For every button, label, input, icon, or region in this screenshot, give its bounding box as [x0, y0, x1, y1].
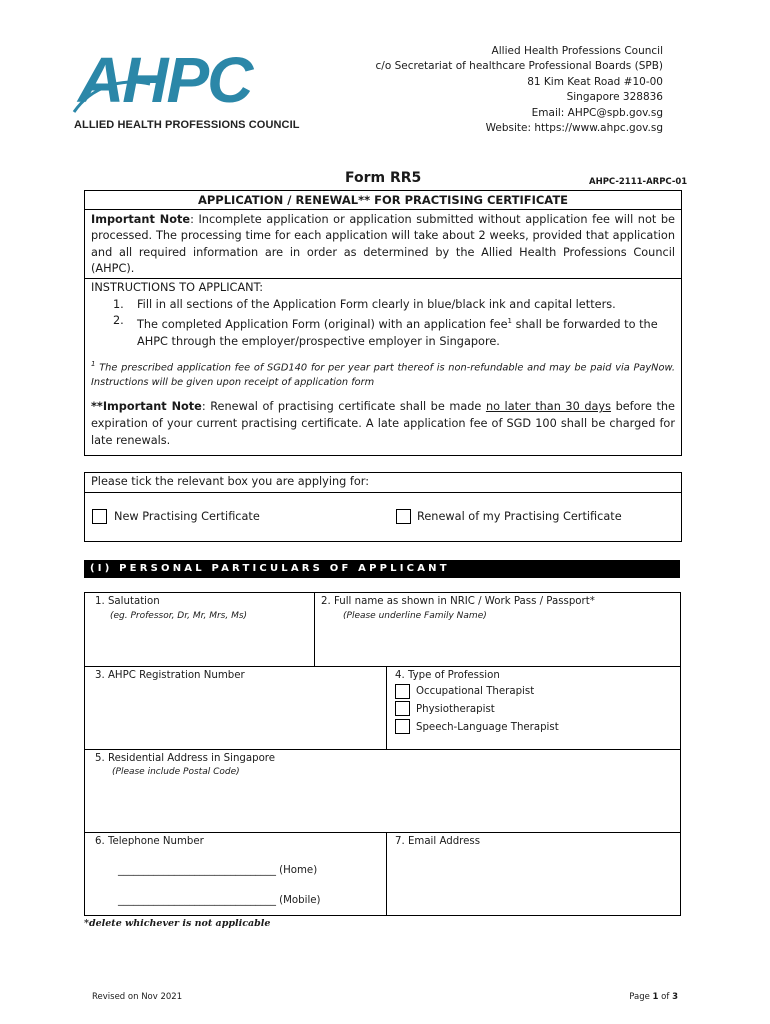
divider — [386, 832, 387, 916]
address-website[interactable]: Website: https://www.ahpc.gov.sg — [485, 122, 663, 135]
full-name-hint: (Please underline Family Name) — [343, 611, 487, 621]
email-label: 7. Email Address — [395, 836, 481, 847]
renewal-certificate-checkbox[interactable] — [396, 509, 411, 524]
salutation-field[interactable] — [86, 625, 312, 665]
important-text: : Incomplete application or application submitted without application fee will not be processed. The processing time for each application will take about 2 weeks, provided that application and all required information are in order as determined by the Allied Health Professions Council (AHPC). — [91, 213, 675, 276]
divider — [85, 749, 680, 750]
logo-subtitle: ALLIED HEALTH PROFESSIONS COUNCIL — [74, 119, 300, 131]
form-code: AHPC-2111-ARPC-01 — [589, 177, 688, 187]
residential-address-hint: (Please include Postal Code) — [112, 767, 240, 777]
divider — [85, 492, 681, 493]
registration-number-label: 3. AHPC Registration Number — [95, 670, 245, 681]
registration-number-field[interactable] — [86, 685, 384, 747]
home-phone-field[interactable]: _______________________________ (Home) — [118, 865, 318, 876]
residential-address-label: 5. Residential Address in Singapore — [95, 753, 276, 764]
important-note — [84, 209, 682, 279]
council-address — [376, 44, 663, 136]
tick-question: Please tick the relevant box you are applying for: — [91, 475, 370, 488]
address-email[interactable]: Email: AHPC@spb.gov.sg — [531, 106, 663, 119]
salutation-hint: (eg. Professor, Dr, Mr, Mrs, Ms) — [110, 611, 248, 621]
ahpc-logo — [66, 44, 300, 138]
address-line: Singapore 328836 — [566, 91, 663, 104]
profession-label: 4. Type of Profession — [395, 670, 500, 681]
divider — [85, 832, 680, 833]
instruction-item: 2. The completed Application Form (original) with an application fee$^1$ shall be forwarded to the AHPC through the employer/prospective employer in Singapore. — [113, 314, 658, 348]
residential-address-field[interactable] — [86, 781, 679, 830]
form-heading: APPLICATION / RENEWAL** FOR PRACTISING CERTIFICATE — [84, 190, 682, 210]
telephone-label: 6. Telephone Number — [95, 836, 204, 847]
salutation-label: 1. Salutation — [95, 596, 160, 607]
full-name-field[interactable] — [317, 625, 677, 665]
application-type-box — [84, 472, 682, 542]
section-personal-particulars-title: (I) PERSONAL PARTICULARS OF APPLICANT — [84, 560, 680, 578]
renewal-note: **Important Note: Renewal of practising certificate shall be made no later than 30 days before the expiration of your current practising certificate. A late application fee of SGD 100 shall be charged for late renewals. — [91, 400, 676, 447]
physiotherapist-checkbox[interactable] — [395, 701, 410, 716]
email-field[interactable] — [389, 851, 679, 913]
personal-particulars-grid — [84, 592, 681, 916]
new-certificate-checkbox[interactable] — [92, 509, 107, 524]
page-number: Page 1 of 3 — [629, 992, 678, 1002]
instructions-heading: INSTRUCTIONS TO APPLICANT: — [91, 281, 264, 294]
full-name-label: 2. Full name as shown in NRIC / Work Pass / Passport* — [321, 596, 595, 607]
renewal-certificate-label: Renewal of my Practising Certificate — [417, 510, 622, 523]
important-label: Important Note — [91, 213, 191, 226]
form-title: Form RR5 — [345, 170, 422, 186]
divider — [314, 593, 315, 667]
address-line: Allied Health Professions Council — [491, 45, 663, 57]
divider — [85, 666, 680, 667]
divider — [386, 666, 387, 750]
new-certificate-label: New Practising Certificate — [114, 510, 260, 523]
fee-footnote: $^1$ The prescribed application fee of SGD140 for per year part thereof is non-refundable and may be paid via PayNow. Instructions will be given upon receipt of application form — [91, 360, 675, 389]
occupational-therapist-label: Occupational Therapist — [416, 686, 535, 697]
occupational-therapist-checkbox[interactable] — [395, 684, 410, 699]
instruction-item: 1. Fill in all sections of the Application Form clearly in blue/black ink and capital letters. — [113, 297, 616, 311]
revision-date: Revised on Nov 2021 — [92, 992, 183, 1002]
delete-note: *delete whichever is not applicable — [84, 918, 271, 929]
speech-language-therapist-label: Speech-Language Therapist — [416, 722, 559, 733]
logo-mark: AHPC — [78, 44, 252, 116]
address-line: c/o Secretariat of healthcare Professional Boards (SPB) — [375, 60, 663, 73]
instructions-box — [84, 278, 682, 456]
speech-language-therapist-checkbox[interactable] — [395, 719, 410, 734]
physiotherapist-label: Physiotherapist — [416, 704, 495, 715]
address-line: 81 Kim Keat Road #10-00 — [527, 75, 663, 88]
mobile-phone-field[interactable]: _______________________________ (Mobile) — [118, 895, 321, 906]
